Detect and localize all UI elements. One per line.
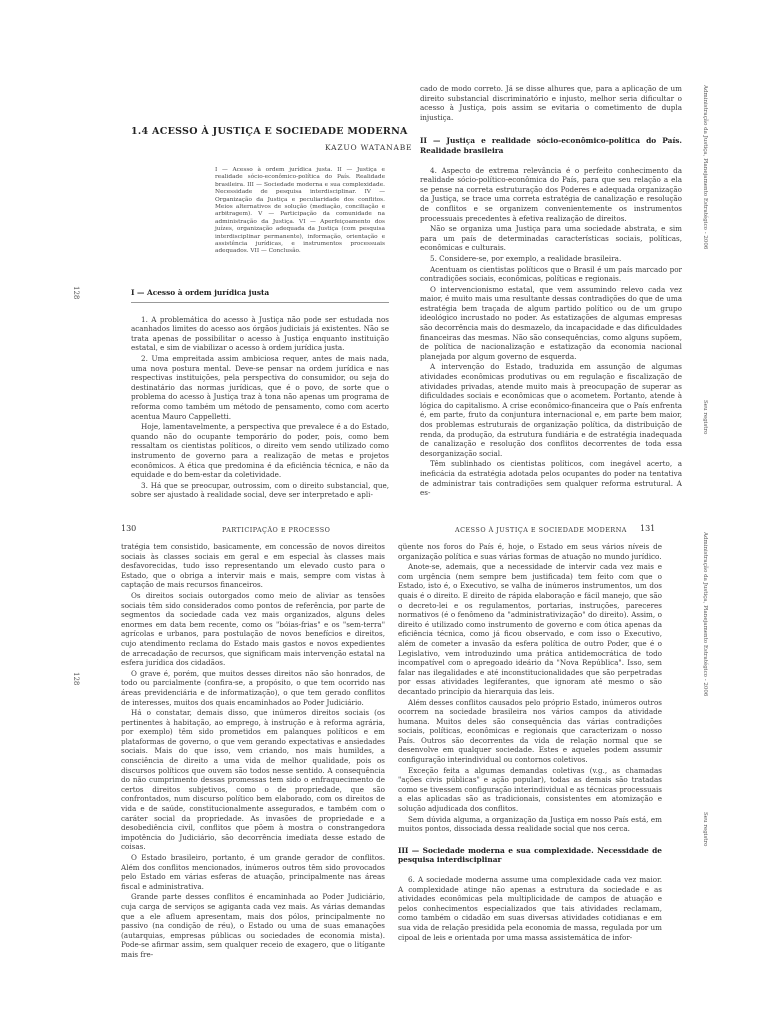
paragraph: 3. Há que se preocupar, outrossim, com o direito substancial, que, sobre ser ajustado à realidade social, deve ser interpretado e apli- (131, 480, 389, 500)
paragraph: Acentuam os cientistas políticos que o Brasil é um país marcado por contradições sociais, econômicas, políticas e regionais. (420, 264, 682, 284)
paragraph: Grande parte desses conflitos é encaminhada ao Poder Judiciário, cuja carga de serviços se agiganta cada vez mais. As várias demandas que a ele afluem apresentam, mais dos pólos, principalmente no passivo (na condição de réu), o Estado ou uma de suas emanações (autarquias, empresas públicas ou sociedades de economia mista). Pode-se afirmar assim, sem qualquer receio de exagero, que o litígante mais fre- (121, 892, 385, 959)
paragraph: 4. Aspecto de extrema relevância é o perfeito conhecimento da realidade sócio-político-econômica do País, para que seu relação a ela se pense na correta estruturação dos Poderes e adequada organização da Justiça, se trace uma correta estratégia de canalização e resolução de conflitos e se organizem convenientemente os instrumentos processuais precedentes à efetiva realização de direitos. (420, 165, 682, 223)
top-spread (0, 0, 768, 500)
left-margin-number: 128 (72, 672, 80, 686)
paragraph: 1. A problemática do acesso à Justiça não pode ser estudada nos acanhados limites do acesso aos órgãos judiciais já existentes. Não se trata apenas de possibilitar o acesso à Justiça enquanto instituição estatal, e sim de viabilizar o acesso à ordem jurídica justa. (131, 314, 389, 353)
paragraph: tratégia tem consistido, basicamente, em concessão de novos direitos sociais às classes sociais em geral e em especial às classes mais desfavorecidas, tudo isso representando um elevado custo para o Estado, que o obriga a intervir mais e mais, sempre com vistas à captação de mais recursos financeiros. (121, 542, 385, 590)
paragraph: 2. Uma empreitada assim ambiciosa requer, antes de mais nada, uma nova postura mental. Deve-se pensar na ordem jurídica e nas respectivas instituições, pela perspectiva do consumidor, ou seja do destinatário das normas jurídicas, que é o povo, de sorte que o problema do acesso à Justiça traz à tona não apenas um programa de reforma como também um método de pensamento, como com acerto acentua Mauro Cappelletti. (131, 353, 389, 421)
page-number-left: 130 (121, 524, 137, 533)
paragraph: O intervencionismo estatal, que vem assumindo relevo cada vez maior, é muito mais uma resultante dessas contradições do que de uma estratégia bem traçada de algum partido político ou de um grupo ideológico incrustado no poder. As estatizações de algumas empresas são decorrência mais do desmazelo, da incapacidade e das dificuldades financeiras das mesmas. Não são consequências, como alguns supõem, de política de nacionalização e estatização da economia nacional planejada por algum governo de esquerda. (420, 284, 682, 361)
section-heading-1: I — Acesso à ordem jurídica justa (131, 288, 270, 297)
top-left-column (131, 288, 389, 501)
paragraph: Não se organiza uma Justiça para uma sociedade abstrata, e sim para um país de determinadas características sociais, políticas, econômicas e culturais. (420, 224, 682, 253)
paragraph: Têm sublinhado os cientistas políticos, com inegável acerto, a ineficácia da estratégia adotada pelos ocupantes do poder na tentativa de administrar tais contradições sem qualquer reforma estrutural. A es- (420, 459, 682, 498)
top-right-column (420, 84, 682, 499)
paragraph: O Estado brasileiro, portanto, é um grande gerador de conflitos. Além dos conflitos mencionados, inúmeros outros têm sido provocados pelo Estado em várias esferas de atuação, principalmente nas áreas fiscal e administrativa. (121, 853, 385, 891)
paragraph: Anote-se, ademais, que a necessidade de intervir cada vez mais e com urgência (nem sempre bem justificada) tem feito com que o Estado, isto é, o Executivo, se valha de inúmeros instrumentos, um dos quais é o direito. E direito de rápida elaboração e fácil manejo, que são o decreto-lei e os regulamentos, portarias, instruções, pareceres normativos (é o fenômeno da "administrativização" do direito). Assim, o direito é utilizado como instrumento de governo e com ótica apenas da eficiência técnica, como já ficou observado, e com isso o Executivo, além de cometer a invasão da esfera política de outro Poder, que é o Legislativo, vem introduzindo uma prática antidemocrática de todo incompatível com o apregoado ideário da "Nova República". Isso, sem falar nas ilegalidades e até inconstitucionalidades que são perpetradas por essas atividades legiferantes, que ignoram até mesmo o são decantado princípio da hierarquia das leis. (398, 562, 662, 696)
left-margin-number: 128 (72, 286, 80, 300)
right-margin-small-note: Seu registro (702, 400, 708, 435)
chapter-title: 1.4 ACESSO À JUSTIÇA E SOCIEDADE MODERNA (131, 126, 408, 137)
section-heading-2: II — Justiça e realidade sócio-econômico-política do País. Realidade brasileira (420, 136, 682, 155)
chapter-summary: I — Acesso à ordem jurídica justa. II — Justiça e realidade sócio-econômico-política do País. Realidade brasileira. III — Sociedade moderna e sua complexidade. Necessidade de pesquisa interdisciplinar. IV — Organização da Justiça e peculiaridade dos conflitos. Meios alternativos de solução (mediação, conciliação e arbitragem). V — Participação da comunidade na administração da Justiça. VI — Aperfeiçoamento dos juízes, organização adequada da Justiça (com pesquisa interdisciplinar permanente), informação, orientação e assistência jurídicas, e instrumentos processuais adequados. VII — Conclusão. (215, 167, 385, 255)
bottom-left-column (121, 542, 385, 961)
running-head-left: PARTICIPAÇÃO E PROCESSO (222, 526, 331, 534)
bottom-right-column (398, 542, 662, 943)
heading-rule (131, 302, 389, 303)
paragraph: Exceção feita a algumas demandas coletivas (v.g., as chamadas "ações civis públicas" e ação popular), todas as demais são tratadas como se tivessem configuração interindividual e as técnicas processuais a elas aplicadas são as tradicionais, consistentes em atomização e solução adjudicada dos conflitos. (398, 765, 662, 814)
right-margin-note: Administração da Justiça, Planejamento Estratégico - 2006 (702, 85, 708, 250)
paragraph: O grave é, porém, que muitos desses direitos não são honrados, de todo ou parcialmente (confira-se, a propósito, o que tem ocorrido nas áreas previdenciária e de informatização), o que tem gerado conflitos de interesses, muitos dos quais encaminhados ao Poder Judiciário. (121, 668, 385, 707)
section-heading-3: III — Sociedade moderna e sua complexidade. Necessidade de pesquisa interdisciplinar (398, 845, 662, 865)
paragraph: cado de modo correto. Já se disse alhures que, para a aplicação de um direito substancial discriminatório e injusto, melhor seria dificultar o acesso à Justiça, pois assim se evitaria o cometimento de dupla injustiça. (420, 84, 682, 122)
paragraph: Sem dúvida alguma, a organização da Justiça em nosso País está, em muitos pontos, dissociada dessa realidade social que nos cerca. (398, 814, 662, 834)
running-head-right: ACESSO À JUSTIÇA E SOCIEDADE MODERNA (455, 526, 627, 534)
bottom-spread (0, 512, 768, 1024)
paragraph: Os direitos sociais outorgados como meio de aliviar as tensões sociais têm sido considerados como pontos de referência, por parte de segmentos da sociedade cada vez mais organizados, alguns deles enormes em data bem recente, como os "bóias-frias" e os "sem-terra" agrícolas e urbanos, para postulação de novos benefícios e direitos, cujo atendimento reclama do Estado mais gastos e novos expedientes de arrecadação de recursos, que significam mais intervenção estatal na esfera jurídica dos cidadãos. (121, 590, 385, 668)
author-name: KAZUO WATANABE (325, 143, 413, 152)
right-margin-note: Administração da Justiça, Planejamento Estratégico - 2006 (702, 532, 708, 697)
paragraph: A intervenção do Estado, traduzida em assunção de algumas atividades econômicas produtivas ou em regulação e fiscalização de atividades privadas, atende muito mais à preocupação de superar as dificuldades sociais e econômicas que o acometem. Portanto, atende à lógica do capitalismo. A crise econômico-financeira que o País enfrenta é, em parte, fruto da conjuntura internacional e, em parte bem maior, dos problemas estruturais de organização política, da distribuição de renda, da produção, da estrutura fundiária e de estratégia inadequada de canalização e resolução dos conflitos decorrentes de toda essa desorganização social. (420, 362, 682, 458)
page-number-right: 131 (640, 524, 656, 533)
paragraph: 5. Considere-se, por exemplo, a realidade brasileira. (430, 253, 622, 263)
paragraph: Além desses conflitos causados pelo próprio Estado, inúmeros outros ocorrem na sociedade brasileira nos vários campos da atividade humana. Muitos deles são consequência das várias contradições sociais, políticas, econômicas e regionais que caracterizam o nosso País. Outros são decorrentes da vida de relação normal que se desenvolve em qualquer sociedade. Estes e aqueles podem assumir configuração interindividual ou contornos coletivos. (398, 697, 662, 765)
paragraph: Há o constatar, demais disso, que inúmeros direitos sociais (os pertinentes à habitação, ao emprego, à instrução e à reforma agrária, por exemplo) têm sido prometidos em palanques políticos e em plataformas de governo, o que vem gerando expectativas e ansiedades sociais. Mais do que isso, vem criando, nos mais humildes, a consciência de direito a uma vida de melhor qualidade, pois os discursos políticos que ouvem são todos nesse sentido. A consequência do não cumprimento dessas promessas tem sido o enfraquecimento de certos direitos subjetivos, como o de propriedade, que são confrontados, num discurso político bem elaborado, com os direitos de vida e de saúde, constitucionalmente assegurados, e também com o caráter social da propriedade. As invasões de propriedade e a desobediência civil, conflitos que põem à mostra o constrangedora impotência do Judiciário, são decorrência imediata desse estado de coisas. (121, 708, 385, 852)
right-margin-small-note: Seu registro (702, 812, 708, 847)
paragraph: qüente nos foros do País é, hoje, o Estado em seus vários níveis de organização política e suas várias formas de atuação no mundo jurídico. (398, 542, 662, 561)
paragraph: Hoje, lamentavelmente, a perspectiva que prevalece é a do Estado, quando não do ocupante temporário do poder, pois, como bem ressaltam os cientistas políticos, o direito vem sendo utilizado como instrumento de governo para a realização de metas e projetos econômicos. A ética que predomina é da eficiência técnica, e não da equidade e do bem-estar da coletividade. (131, 422, 389, 480)
paragraph: 6. A sociedade moderna assume uma complexidade cada vez maior. A complexidade atinge não apenas a estrutura da sociedade e as atividades econômicas pela multiplicidade de campos de atuação e pelos conhecimentos especializados que tais atividades reclamam, como também o cidadão em suas diversas atividades cotidianas e em sua vida de relação presidida pela economia de massa, regulada por um cipoal de leis e orientada por uma massa assistemática de infor- (398, 875, 662, 942)
